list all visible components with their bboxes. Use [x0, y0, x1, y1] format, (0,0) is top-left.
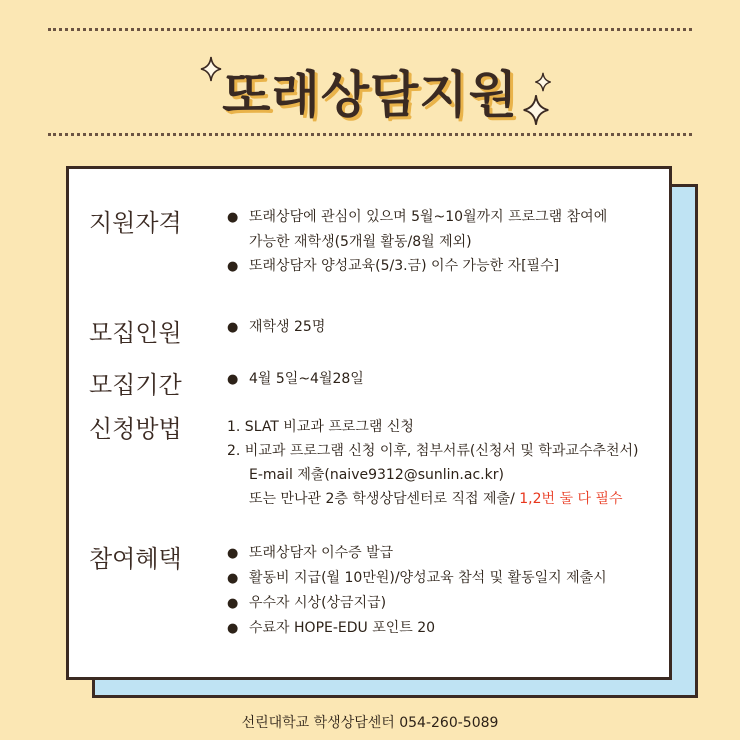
section-items	[227, 205, 667, 279]
list-item: 1. SLAT 비교과 프로그램 신청	[227, 419, 414, 435]
section-label: 모집기간	[89, 371, 182, 399]
section-items	[227, 541, 667, 641]
info-card	[66, 166, 672, 680]
dotted-divider-bottom	[48, 133, 692, 136]
section-label: 지원자격	[89, 209, 182, 237]
section-items	[227, 415, 667, 511]
bullet-icon: ●	[227, 259, 239, 274]
list-item: ● 또래상담자 이수증 발급	[227, 541, 667, 566]
footer-contact: 선린대학교 학생상담센터 054-260-5089	[241, 715, 499, 731]
bullet-icon: ●	[227, 546, 239, 561]
list-item: E-mail 제출(naive9312@sunlin.ac.kr)	[249, 467, 504, 483]
list-item: ● 재학생 25명	[227, 315, 667, 340]
list-item: 가능한 재학생(5개월 활동/8월 제외)	[249, 234, 472, 250]
section-label: 모집인원	[89, 319, 182, 347]
section-label: 참여혜택	[89, 545, 182, 573]
section-items	[227, 315, 667, 340]
bullet-icon: ●	[227, 210, 239, 225]
list-item: ● 4월 5일~4월28일	[227, 367, 667, 392]
list-item: ● 우수자 시상(상금지급)	[227, 591, 667, 616]
page-title: 또래상담지원	[222, 66, 518, 124]
section-label: 신청방법	[89, 415, 182, 443]
list-item: ● 활동비 지급(월 10만원)/양성교육 참석 및 활동일지 제출시	[227, 566, 667, 591]
list-item: ● 또래상담에 관심이 있으며 5월~10월까지 프로그램 참여에	[227, 205, 667, 230]
section-items	[227, 367, 667, 392]
bullet-icon: ●	[227, 571, 239, 586]
list-item: 또는 만나관 2층 학생상담센터로 직접 제출/ 1,2번 둘 다 필수	[249, 491, 623, 507]
bullet-icon: ●	[227, 621, 239, 636]
list-item: ● 또래상담자 양성교육(5/3.금) 이수 가능한 자[필수]	[227, 254, 667, 279]
list-item: 2. 비교과 프로그램 신청 이후, 첨부서류(신청서 및 학과교수추천서)	[227, 443, 639, 459]
bullet-icon: ●	[227, 320, 239, 335]
bullet-icon: ●	[227, 372, 239, 387]
required-note: 1,2번 둘 다 필수	[519, 491, 623, 507]
bullet-icon: ●	[227, 596, 239, 611]
dotted-divider-top	[48, 28, 692, 31]
list-item: ● 수료자 HOPE-EDU 포인트 20	[227, 616, 667, 641]
